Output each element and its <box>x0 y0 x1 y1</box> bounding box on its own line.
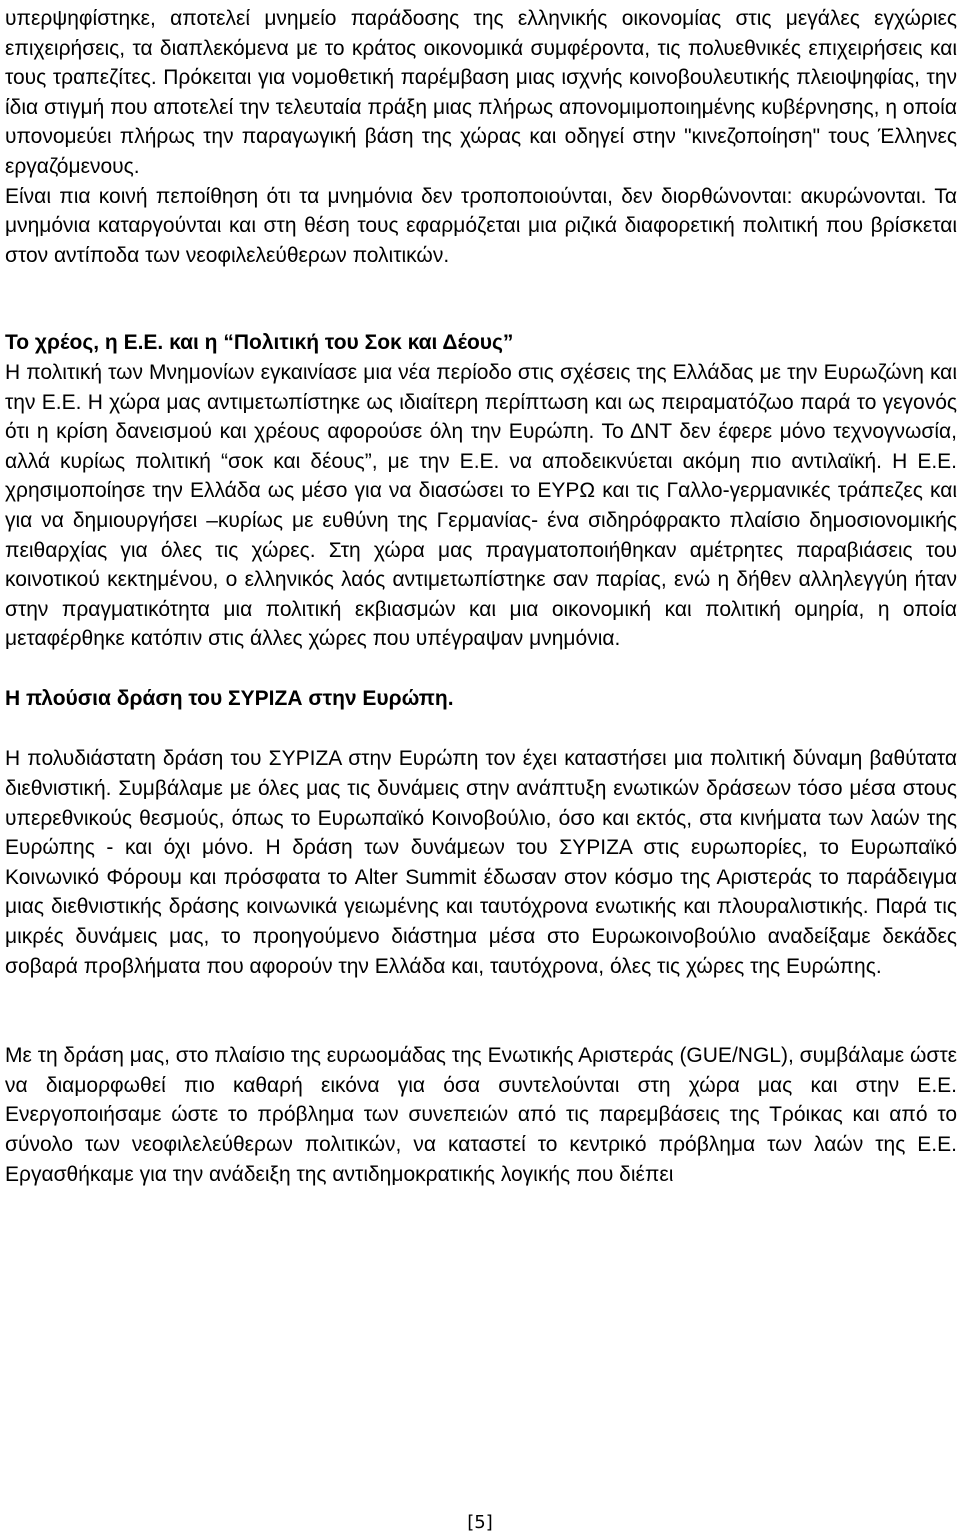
paragraph-intro: υπερψηφίστηκε, αποτελεί μνημείο παράδοσης της ελληνικής οικονομίας στις μεγάλες εγχώριες επιχειρήσεις, τα διαπλεκόμενα με το κράτος οικονομικά συμφέροντα, τις πολυεθνικές επιχειρήσεις και τους τραπεζίτες. Πρόκειται για νομοθετική παρέμβαση μιας ισχνής κοινοβουλευτικής πλειοψηφίας, την ίδια στιγμή που αποτελεί την τελευταία πράξη μιας πλήρως απονομιμοποιημένης κυβέρνησης, η οποία υπονομεύει πλήρως την παραγωγική βάση της χώρας και οδηγεί στην "κινεζοποίηση" τους Έλληνες εργαζόμενους. <box>5 7 957 178</box>
paragraph-gue-ngl: Με τη δράση μας, στο πλαίσιο της ευρωομάδας της Ενωτικής Αριστεράς (GUE/NGL), συμβάλαμε ώστε να διαμορφωθεί πιο καθαρή εικόνα για όσα συντελούνται στη χώρα μας και στην Ε.Ε. Ενεργοποιήσαμε ώστε το πρόβλημα των συνεπειών από τις παρεμβάσεις της Τρόικας και από το σύνολο των νεοφιλελεύθερων πολιτικών, να καταστεί το κεντρικό πρόβλημα των λαών της Ε.Ε. Εργασθήκαμε για την ανάδειξη της αντιδημοκρατικής λογικής που διέπει <box>5 1044 958 1186</box>
page-number: [5] <box>467 1512 493 1533</box>
paragraph-memoranda: Είναι πια κοινή πεποίθηση ότι τα μνημόνια δεν τροποποιούνται, δεν διορθώνονται: ακυρώνονται. Τα μνημόνια καταργούνται και στη θέση τους εφαρμόζεται μια ριζικά διαφορετική πολιτική που βρίσκεται στον αντίποδα των νεοφιλελεύθερων πολιτικών. <box>5 184 957 267</box>
heading-debt-part1: Το χρέος, η Ε.Ε. και η <box>5 331 224 355</box>
heading-debt-shock <box>5 328 957 358</box>
paragraph-memoranda-policy: Η πολιτική των Μνημονίων εγκαινίασε μια νέα περίοδο στις σχέσεις της Ελλάδας με την Ευρωζώνη και την Ε.Ε. Η χώρα μας αντιμετωπίστηκε ως ιδιαίτερη περίπτωση και ως πειραματόζωο παρά το γεγονός ότι η κρίση δανεισμού και χρέους αφορούσε όλη την Ευρώπη. Το ΔΝΤ δεν έφερε μόνο τεχνογνωσία, αλλά κυρίως πολιτική “σοκ και δέους”, με την Ε.Ε. να αποδεικνύεται ακόμη πιο αντιλαϊκή. Η Ε.Ε. χρησιμοποίησε την Ελλάδα ως μέσο για να διασώσει το ΕΥΡΩ και τις Γαλλο-γερμανικές τράπεζες και για να δημιουργήσει –κυρίως με ευθύνη της Γερμανίας- ένα σιδηρόφρακτο πλαίσιο δημοσιονομικής πειθαρχίας για όλες τις χώρες. Στη χώρα μας πραγματοποιήθηκαν αμέτρητες παραβιάσεις του κοινοτικού κεκτημένου, ο ελληνικός λαός αντιμετωπίστηκε σαν παρίας, ενώ η δήθεν αλληλεγγύη ήταν στην πραγματικότητα μια πολιτική εκβιασμών και μια οικονομική και πολιτική ομηρία, η οποία μεταφέρθηκε κατόπιν στις άλλες χώρες που υπέγραψαν μνημόνια. <box>5 360 957 651</box>
paragraph-syriza-action: Η πολυδιάστατη δράση του ΣΥΡΙΖΑ στην Ευρώπη τον έχει καταστήσει μια πολιτική δύναμη βαθύτατα διεθνιστική. Συμβάλαμε με όλες μας τις δυνάμεις στην ανάπτυξη ενωτικών δράσεων τόσο μέσα στους υπερεθνικούς θεσμούς, όπως το Ευρωπαϊκό Κοινοβούλιο, όσο και εκτός, στα κινήματα των λαών της Ευρώπης - και όχι μόνο. Η δράση των δυνάμεων του ΣΥΡΙΖΑ στις ευρωπορίες, το Ευρωπαϊκό Κοινωνικό Φόρουμ και πρόσφατα το Alter Summit έδωσαν στον κόσμο της Αριστεράς το παράδειγμα μιας διεθνιστικής δράσης κοινωνικά γειωμένης και ταυτόχρονα ενωτικής και πλουραλιστικής. Παρά τις μικρές δυνάμεις μας, το προηγούμενο διάστημα μέσα στο Ευρωκοινοβούλιο αναδείξαμε δεκάδες σοβαρά προβλήματα που αφορούν την Ελλάδα και, ταυτόχρονα, όλες τις χώρες της Ευρώπης. <box>5 747 957 978</box>
document-page <box>5 0 957 1189</box>
heading-syriza-europe: Η πλούσια δράση του ΣΥΡΙΖΑ στην Ευρώπη. <box>5 686 454 710</box>
heading-debt-part2: “Πολιτική του Σοκ και Δέους” <box>223 331 514 355</box>
